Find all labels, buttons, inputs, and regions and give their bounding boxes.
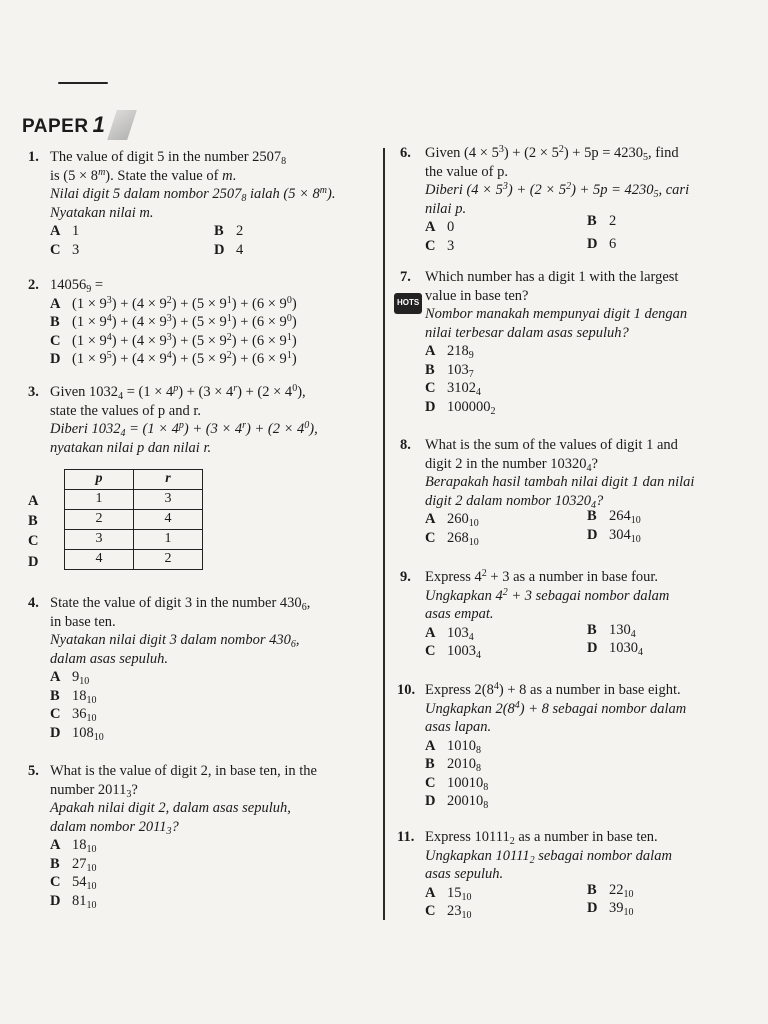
- option-b: B $18_{10}$: [50, 687, 97, 706]
- option-d: D $(1 \times 9^5) + (4 \times 9^4) + (5 \times 9^2) + (6 \times 9^1)$: [50, 350, 297, 367]
- table-row: 1 3: [65, 490, 203, 510]
- hots-badge: HOTS: [394, 293, 422, 314]
- question-2: 2. $14056_9$ = A $(1 \times 9^3) + (4 \times 9^2) + (5 \times 9^1) + (6 \times 9^0)$ B $(1 \times 9^4) + (4 \times 9^3) + (5 \times 9^1) + (6 \times 9^0)$ C $(1 \times 9^4) + (4 \times 9^3) + (5 \times 9^2) + (6 \times 9^1)$ D $(1 \times 9^5) + (4 \times 9^4) + (5 \times 9^2) + (6 \times 9^1)$: [28, 276, 378, 369]
- option-d: D 4: [214, 241, 244, 258]
- option-c: C $268_{10}$: [425, 529, 479, 548]
- option-b: B $264_{10}$: [587, 508, 641, 526]
- option-a: A $218_9$: [425, 343, 474, 361]
- header-rule: [58, 82, 108, 84]
- question-8: 8. What is the sum of the values of digit 1 and digit 2 in the number $10320_4$? Berapakah hasil tambah nilai digit 1 dan nilai digit 2 dalam nombor $10320_4$? A $260_{10}$ B $264_{10}$ C $268_{10}$ D $304_{10}$: [400, 437, 695, 548]
- answer-table: p r 1 3 2 4 3 1 4 2: [64, 469, 203, 570]
- option-d: D $304_{10}$: [587, 526, 641, 545]
- option-c: C $(1 \times 9^4) + (4 \times 9^3) + (5 \times 9^2) + (6 \times 9^1)$: [50, 331, 297, 349]
- question-7: 7. HOTS Which number has a digit 1 with the largest value in base ten? Nombor manakah mempunyai digit 1 dengan nilai terbesar dalam asas sepuluh? A $218_9$ B $103_7$ C $3102_4$ D $100000_2$: [400, 268, 750, 416]
- question-9: 9. Express $4^2 + 3$ as a number in base four. Ungkapkan $4^2 + 3$ sebagai nombor dalam asas empat. A $103_4$ B $130_4$ C $1003_4$ D $1030_4$: [400, 568, 670, 661]
- option-c: C $54_{10}$: [50, 874, 97, 892]
- question-4: 4. State the value of digit 3 in the number $430_6$, in base ten. Nyatakan nilai digit 3 dalam nombor $430_6$, dalam asas sepuluh. A $9_{10}$ B $18_{10}$ C $36_{10}$ D $108_{10}$: [28, 594, 378, 742]
- option-a: A $15_{10}$: [425, 884, 472, 903]
- option-d: D $39_{10}$: [587, 900, 634, 918]
- column-divider: [383, 148, 385, 920]
- option-b: B $22_{10}$: [587, 881, 634, 900]
- option-d: D $1030_4$: [587, 640, 643, 658]
- table-row: 3 1: [65, 530, 203, 550]
- option-a: A $(1 \times 9^3) + (4 \times 9^2) + (5 \times 9^1) + (6 \times 9^0)$: [50, 294, 297, 312]
- option-a: A $260_{10}$: [425, 511, 479, 529]
- option-b: B 2: [587, 213, 617, 229]
- option-a: A $1010_8$: [425, 737, 481, 756]
- option-c: C $36_{10}$: [50, 706, 97, 724]
- option-a: A $103_4$: [425, 624, 474, 643]
- option-d: D $20010_8$: [425, 793, 489, 811]
- option-a: A $18_{10}$: [50, 837, 97, 855]
- option-a: A $9_{10}$: [50, 669, 90, 687]
- table-row: 2 4: [65, 510, 203, 530]
- option-b: B $130_4$: [587, 621, 636, 640]
- question-10: 10. Express $2(8^4) + 8$ as a number in base eight. Ungkapkan $2(8^4) + 8$ sebagai nombor dalam asas lapan. A $1010_8$ B $2010_8$ C $10010_8$ D $20010_8$: [400, 681, 750, 811]
- question-6: 6. Given $(4 \times 5^3) + (2 \times 5^2) + 5p = 4230_5$, find the value of p. Diberi $(4 \times 5^3) + (2 \times 5^2) + 5p = 4230_5$, cari nilai p. A 0 B 2 C 3 D 6: [400, 144, 690, 254]
- option-c: C $10010_8$: [425, 774, 489, 793]
- option-c: C $23_{10}$: [425, 903, 472, 921]
- option-b: B 2: [214, 223, 244, 239]
- option-a: A 1: [50, 223, 80, 239]
- question-11: 11. Express $10111_2$ as a number in base ten. Ungkapkan $10111_2$ sebagai nombor dalam asas sepuluh. A $15_{10}$ B $22_{10}$ C $23_{10}$ D $39_{10}$: [397, 829, 672, 921]
- option-b: B $(1 \times 9^4) + (4 \times 9^3) + (5 \times 9^1) + (6 \times 9^0)$: [50, 313, 297, 330]
- option-d: D 6: [587, 235, 617, 252]
- option-c: C $3102_4$: [425, 380, 481, 398]
- question-1: 1. The value of digit 5 in the number $2507_8$ is $(5 \times 8^m)$. State the value of m. Nilai digit 5 dalam nombor $2507_8$ ialah $(5 \times 8^m)$. Nyatakan nilai m. A 1 B 2 C 3 D 4: [28, 149, 336, 258]
- option-b: B $2010_8$: [425, 756, 481, 774]
- option-c: C $1003_4$: [425, 643, 481, 661]
- option-b: B $103_7$: [425, 361, 474, 380]
- question-3: 3. Given $1032_4 = (1 \times 4^p) + (3 \times 4^r) + (2 \times 4^0)$, state the values of p and r. Diberi $1032_4 = (1 \times 4^p) + (3 \times 4^r) + (2 \times 4^0)$, nyatakan nilai p dan nilai r. A B C D p r 1 3 2 4 3 1 4 2: [28, 383, 318, 570]
- option-a: A 0: [425, 219, 455, 235]
- option-d: D $81_{10}$: [50, 892, 97, 911]
- option-b: B $27_{10}$: [50, 855, 97, 874]
- title-decoration: [107, 110, 137, 140]
- table-row: 4 2: [65, 550, 203, 570]
- question-5: 5. What is the value of digit 2, in base ten, in the number $2011_3$? Apakah nilai digit 2, dalam asas sepuluh, dalam nombor $2011_3$? A $18_{10}$ B $27_{10}$ C $54_{10}$ D $81_{10}$: [28, 762, 378, 910]
- option-d: D $108_{10}$: [50, 724, 104, 743]
- option-c: C 3: [425, 237, 455, 254]
- option-c: C 3: [50, 241, 80, 258]
- option-d: D $100000_2$: [425, 398, 496, 417]
- page-title: PAPER 1: [22, 112, 106, 137]
